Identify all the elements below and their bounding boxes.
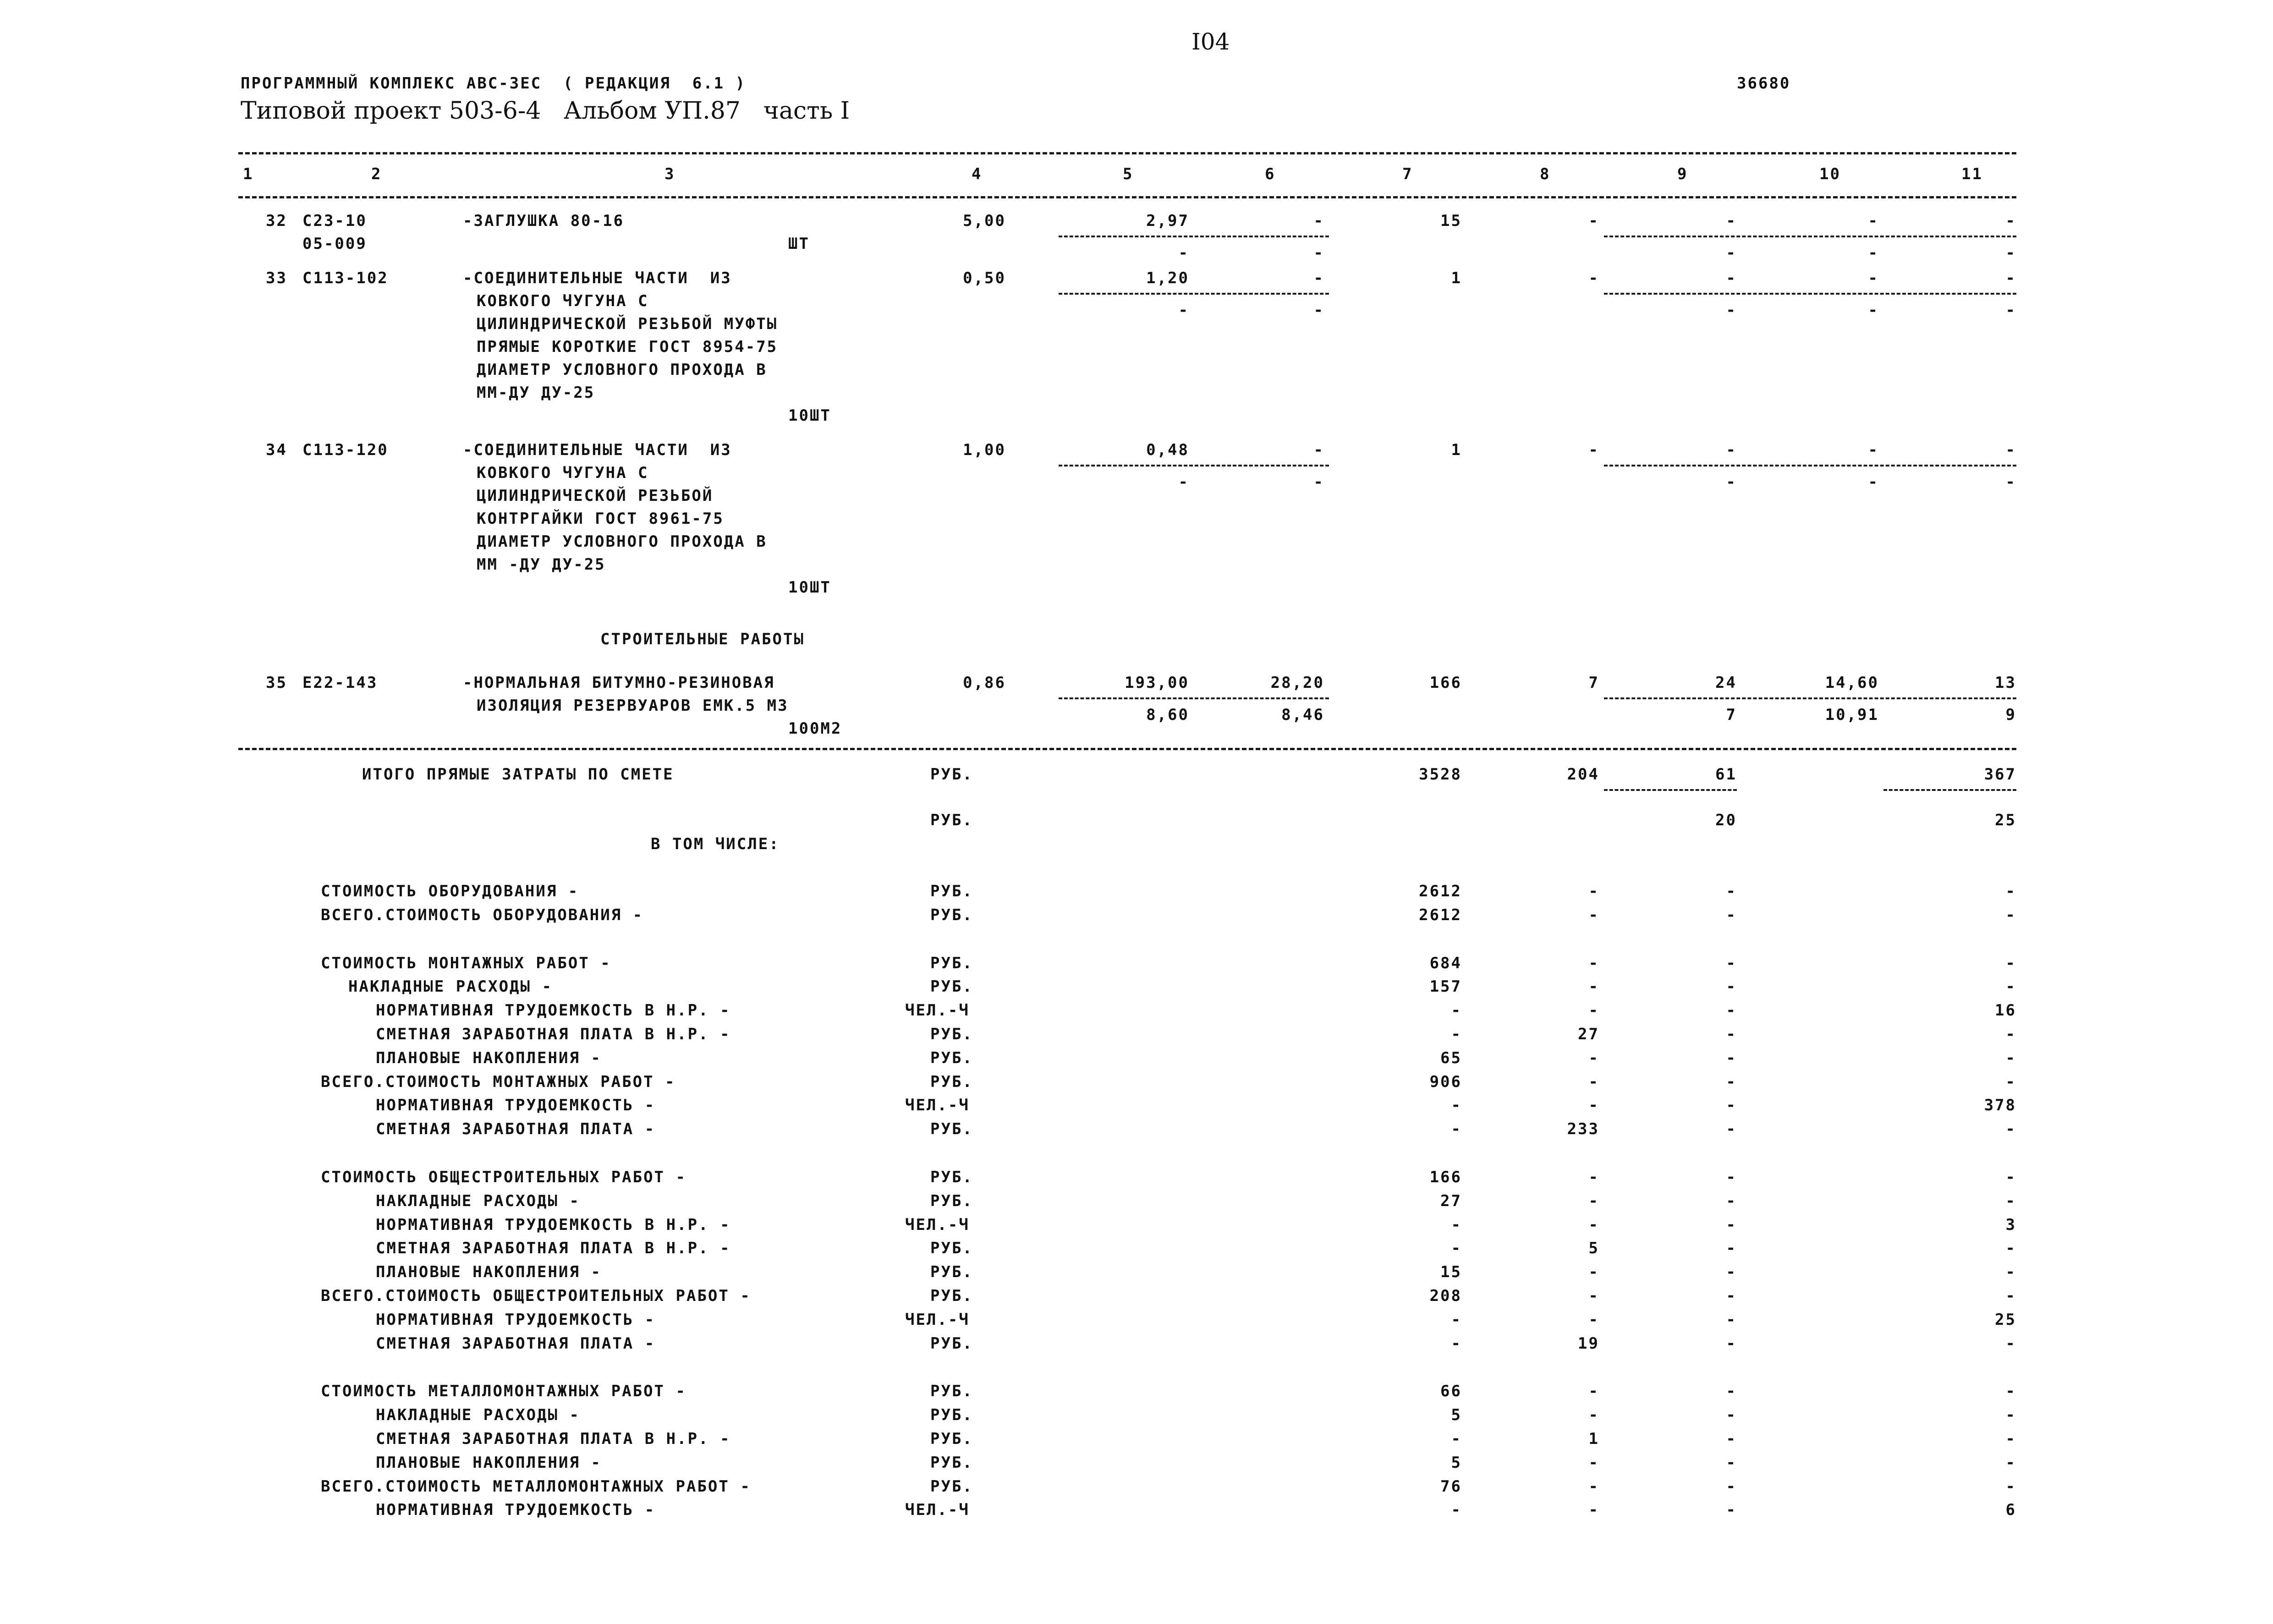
summary-value-c11: -	[2005, 1334, 2016, 1353]
item-subvalue-s9: 7	[1726, 706, 1737, 724]
summary-value-c8: -	[1588, 1191, 1599, 1210]
summary-unit: РУБ.	[930, 1453, 973, 1472]
summary-label: НАКЛАДНЫЕ РАСХОДЫ -	[376, 1191, 580, 1210]
item-description-line: КОВКОГО ЧУГУНА С	[477, 464, 649, 482]
document-code: 36680	[1737, 74, 1791, 93]
totals-subtotal-rule	[1883, 789, 2016, 791]
item-value-c6: -	[1313, 212, 1324, 230]
totals-rule	[238, 748, 2016, 750]
summary-unit: РУБ.	[930, 1430, 973, 1448]
item-description-line: -НОРМАЛЬНАЯ БИТУМНО-РЕЗИНОВАЯ	[463, 674, 775, 692]
item-subvalue-s6: -	[1313, 473, 1324, 491]
summary-unit: ЧЕЛ.-Ч	[905, 1096, 970, 1115]
summary-value-c7: 684	[1429, 954, 1462, 972]
item-number: 32	[266, 212, 287, 230]
project-title: Типовой проект 503-6-4 Альбом УП.87 часть I	[241, 97, 850, 125]
totals-subtotal-rule	[1604, 789, 1737, 791]
item-subvalue-s5: -	[1178, 473, 1189, 491]
column-header-6: 6	[1265, 165, 1276, 183]
item-subtotal-rule	[1059, 293, 1329, 295]
summary-value-c11: -	[2005, 1263, 2016, 1282]
summary-label: ВСЕГО.СТОИМОСТЬ МОНТАЖНЫХ РАБОТ -	[321, 1072, 676, 1091]
summary-value-c7: 15	[1440, 1263, 1462, 1282]
item-value-c8: -	[1588, 269, 1599, 287]
item-value-c7: 1	[1451, 441, 1462, 459]
summary-label: ВСЕГО.СТОИМОСТЬ МЕТАЛЛОМОНТАЖНЫХ РАБОТ -	[321, 1477, 751, 1496]
item-description-line: ММ-ДУ ДУ-25	[477, 384, 595, 402]
section-title: СТРОИТЕЛЬНЫЕ РАБОТЫ	[600, 630, 805, 648]
item-value-c8: -	[1588, 441, 1599, 459]
summary-value-c11: -	[2005, 1287, 2016, 1305]
header-rule-bottom	[238, 196, 2016, 198]
summary-value-c11: 378	[1984, 1096, 2016, 1115]
item-description-line: ДИАМЕТР УСЛОВНОГО ПРОХОДА В	[477, 532, 767, 551]
summary-value-c9: -	[1726, 1430, 1737, 1448]
summary-value-c8: 5	[1588, 1239, 1599, 1258]
item-subvalue-s11: -	[2005, 244, 2016, 262]
item-value-c11: -	[2005, 269, 2016, 287]
summary-value-c11: -	[2005, 1025, 2016, 1043]
summary-value-c9: -	[1726, 1239, 1737, 1258]
item-subvalue-s9: -	[1726, 301, 1737, 319]
summary-value-c9: -	[1726, 882, 1737, 900]
header-rule-top	[238, 152, 2016, 154]
item-value-c10: 14,60	[1825, 674, 1879, 692]
item-subvalue-s5: -	[1178, 301, 1189, 319]
item-subtotal-rule	[1059, 465, 1329, 466]
summary-label: ПЛАНОВЫЕ НАКОПЛЕНИЯ -	[376, 1048, 602, 1067]
item-description-line: КОНТРГАЙКИ ГОСТ 8961-75	[477, 510, 724, 528]
item-value-qty: 5,00	[963, 212, 1006, 230]
item-number: 35	[266, 674, 287, 692]
totals-unit: РУБ.	[930, 765, 973, 784]
column-header-8: 8	[1540, 165, 1551, 183]
item-description-line: ИЗОЛЯЦИЯ РЕЗЕРВУАРОВ ЕМК.5 М3	[477, 697, 789, 715]
summary-value-c8: -	[1588, 882, 1599, 900]
item-subvalue-s6: -	[1313, 301, 1324, 319]
summary-value-c8: -	[1588, 1310, 1599, 1329]
summary-value-c7: 65	[1440, 1048, 1462, 1067]
summary-unit: ЧЕЛ.-Ч	[905, 1501, 970, 1520]
summary-label: СМЕТНАЯ ЗАРАБОТНАЯ ПЛАТА -	[376, 1120, 656, 1139]
summary-label: ВСЕГО.СТОИМОСТЬ ОБОРУДОВАНИЯ -	[321, 905, 644, 924]
totals-subvalue-s9: 20	[1715, 811, 1737, 829]
item-value-c10: -	[1868, 269, 1879, 287]
summary-value-c8: -	[1588, 954, 1599, 972]
summary-value-c7: 66	[1440, 1382, 1462, 1401]
item-value-c10: -	[1868, 212, 1879, 230]
summary-value-c11: -	[2005, 905, 2016, 924]
summary-value-c11: -	[2005, 1120, 2016, 1139]
summary-label: НОРМАТИВНАЯ ТРУДОЕМКОСТЬ В Н.Р. -	[376, 1215, 731, 1234]
summary-value-c7: 27	[1440, 1191, 1462, 1210]
summary-label: СТОИМОСТЬ МЕТАЛЛОМОНТАЖНЫХ РАБОТ -	[321, 1382, 686, 1401]
summary-value-c7: -	[1451, 1501, 1462, 1520]
summary-value-c8: -	[1588, 1072, 1599, 1091]
summary-unit: РУБ.	[930, 1263, 973, 1282]
column-header-10: 10	[1819, 165, 1841, 183]
item-value-c11: 13	[1995, 674, 2016, 692]
column-header-7: 7	[1402, 165, 1413, 183]
column-header-11: 11	[1961, 165, 1983, 183]
summary-value-c8: -	[1588, 1287, 1599, 1305]
item-subvalue-s11: -	[2005, 301, 2016, 319]
item-value-qty: 1,00	[963, 441, 1006, 459]
summary-value-c11: -	[2005, 1382, 2016, 1401]
column-header-1: 1	[243, 165, 254, 183]
summary-value-c7: -	[1451, 1120, 1462, 1139]
summary-value-c11: -	[2005, 1406, 2016, 1425]
summary-value-c9: -	[1726, 1168, 1737, 1186]
summary-value-c9: -	[1726, 1263, 1737, 1282]
summary-value-c7: -	[1451, 1001, 1462, 1020]
item-value-c8: -	[1588, 212, 1599, 230]
summary-value-c11: -	[2005, 1453, 2016, 1472]
summary-label: НОРМАТИВНАЯ ТРУДОЕМКОСТЬ -	[376, 1310, 656, 1329]
summary-value-c11: -	[2005, 1477, 2016, 1496]
item-unit: 10ШТ	[788, 406, 831, 425]
item-value-c6: -	[1313, 441, 1324, 459]
column-header-2: 2	[371, 165, 382, 183]
summary-value-c11: -	[2005, 1168, 2016, 1186]
item-description-line: ММ -ДУ ДУ-25	[477, 555, 606, 574]
summary-value-c7: 5	[1451, 1453, 1462, 1472]
summary-value-c9: -	[1726, 905, 1737, 924]
summary-value-c8: -	[1588, 1263, 1599, 1282]
summary-value-c8: -	[1588, 977, 1599, 996]
summary-unit: РУБ.	[930, 905, 973, 924]
totals-value-c11: 367	[1984, 765, 2016, 784]
summary-value-c11: 6	[2005, 1501, 2016, 1520]
summary-unit: РУБ.	[930, 1168, 973, 1186]
item-value-c9: -	[1726, 269, 1737, 287]
summary-value-c7: -	[1451, 1430, 1462, 1448]
summary-unit: РУБ.	[930, 1072, 973, 1091]
summary-value-c7: 2612	[1419, 905, 1462, 924]
column-header-9: 9	[1677, 165, 1688, 183]
summary-value-c9: -	[1726, 977, 1737, 996]
item-code-secondary: 05-009	[302, 235, 367, 253]
summary-value-c9: -	[1726, 1215, 1737, 1234]
summary-label: ПЛАНОВЫЕ НАКОПЛЕНИЯ -	[376, 1453, 602, 1472]
summary-value-c7: 5	[1451, 1406, 1462, 1425]
summary-value-c9: -	[1726, 1191, 1737, 1210]
item-subvalue-s11: 9	[2005, 706, 2016, 724]
summary-label: СМЕТНАЯ ЗАРАБОТНАЯ ПЛАТА -	[376, 1334, 656, 1353]
column-header-4: 4	[972, 165, 983, 183]
summary-value-c11: -	[2005, 882, 2016, 900]
summary-unit: РУБ.	[930, 1406, 973, 1425]
item-value-c6: -	[1313, 269, 1324, 287]
item-code: Е22-143	[302, 674, 378, 692]
summary-unit: РУБ.	[930, 1239, 973, 1258]
summary-value-c7: 76	[1440, 1477, 1462, 1496]
summary-value-c9: -	[1726, 1501, 1737, 1520]
summary-value-c9: -	[1726, 1453, 1737, 1472]
summary-value-c9: -	[1726, 1120, 1737, 1139]
summary-label: СМЕТНАЯ ЗАРАБОТНАЯ ПЛАТА В Н.Р. -	[376, 1239, 731, 1258]
totals-label: ИТОГО ПРЯМЫЕ ЗАТРАТЫ ПО СМЕТЕ	[362, 765, 674, 784]
summary-value-c11: -	[2005, 1048, 2016, 1067]
summary-value-c8: -	[1588, 1382, 1599, 1401]
summary-value-c8: 27	[1578, 1025, 1599, 1043]
item-value-c5: 2,97	[1146, 212, 1189, 230]
item-description-line: ЦИЛИНДРИЧЕСКОЙ РЕЗЬБОЙ	[477, 487, 714, 505]
summary-unit: РУБ.	[930, 1334, 973, 1353]
summary-value-c7: 2612	[1419, 882, 1462, 900]
summary-value-c11: -	[2005, 1239, 2016, 1258]
summary-unit: РУБ.	[930, 977, 973, 996]
item-subvalue-s10: -	[1868, 473, 1879, 491]
item-value-c7: 1	[1451, 269, 1462, 287]
summary-unit: РУБ.	[930, 882, 973, 900]
summary-value-c8: 19	[1578, 1334, 1599, 1353]
summary-value-c11: 16	[1995, 1001, 2016, 1020]
summary-value-c9: -	[1726, 1406, 1737, 1425]
summary-unit: РУБ.	[930, 954, 973, 972]
totals-value-c8: 204	[1567, 765, 1599, 784]
item-subtotal-rule	[1059, 697, 1329, 699]
item-description-line: -СОЕДИНИТЕЛЬНЫЕ ЧАСТИ ИЗ	[463, 441, 732, 459]
totals-value-c9: 61	[1715, 765, 1737, 784]
item-value-qty: 0,50	[963, 269, 1006, 287]
summary-value-c7: 906	[1429, 1072, 1462, 1091]
item-subvalue-s6: 8,46	[1281, 706, 1324, 724]
item-subtotal-rule	[1604, 697, 2016, 699]
totals-sublabel: В ТОМ ЧИСЛЕ:	[651, 835, 780, 853]
summary-value-c7: -	[1451, 1215, 1462, 1234]
column-header-5: 5	[1123, 165, 1134, 183]
item-subvalue-s10: -	[1868, 244, 1879, 262]
item-description-line: ПРЯМЫЕ КОРОТКИЕ ГОСТ 8954-75	[477, 338, 778, 356]
summary-label: НОРМАТИВНАЯ ТРУДОЕМКОСТЬ -	[376, 1096, 656, 1115]
totals-subvalue-s11: 25	[1995, 811, 2016, 829]
summary-value-c8: -	[1588, 1406, 1599, 1425]
summary-value-c9: -	[1726, 1072, 1737, 1091]
item-value-qty: 0,86	[963, 674, 1006, 692]
item-value-c5: 1,20	[1146, 269, 1189, 287]
summary-value-c9: -	[1726, 1001, 1737, 1020]
summary-value-c11: -	[2005, 977, 2016, 996]
summary-unit: РУБ.	[930, 1191, 973, 1210]
summary-value-c8: -	[1588, 1048, 1599, 1067]
summary-unit: РУБ.	[930, 1025, 973, 1043]
program-header: ПРОГРАММНЫЙ КОМПЛЕКС АВС-3ЕС ( РЕДАКЦИЯ 6.1 )	[241, 74, 747, 93]
item-subvalue-s10: 10,91	[1825, 706, 1879, 724]
item-unit: ШТ	[788, 235, 810, 253]
item-description-line: КОВКОГО ЧУГУНА С	[477, 292, 649, 310]
summary-label: СМЕТНАЯ ЗАРАБОТНАЯ ПЛАТА В Н.Р. -	[376, 1430, 731, 1448]
summary-value-c11: -	[2005, 1430, 2016, 1448]
summary-value-c11: -	[2005, 954, 2016, 972]
item-value-c5: 193,00	[1125, 674, 1189, 692]
item-unit: 100М2	[788, 719, 842, 738]
item-unit: 10ШТ	[788, 578, 831, 597]
item-code: С113-120	[302, 441, 389, 459]
summary-value-c7: 157	[1429, 977, 1462, 996]
item-subvalue-s6: -	[1313, 244, 1324, 262]
summary-value-c11: 25	[1995, 1310, 2016, 1329]
summary-value-c9: -	[1726, 1025, 1737, 1043]
summary-label: СТОИМОСТЬ ОБОРУДОВАНИЯ -	[321, 882, 579, 900]
totals-value-c7: 3528	[1419, 765, 1462, 784]
item-subtotal-rule	[1059, 236, 1329, 237]
summary-value-c7: 208	[1429, 1287, 1462, 1305]
summary-unit: ЧЕЛ.-Ч	[905, 1215, 970, 1234]
item-subvalue-s9: -	[1726, 473, 1737, 491]
item-value-c9: -	[1726, 441, 1737, 459]
item-value-c9: 24	[1715, 674, 1737, 692]
summary-value-c7: -	[1451, 1239, 1462, 1258]
item-value-c7: 15	[1440, 212, 1462, 230]
summary-value-c8: 1	[1588, 1430, 1599, 1448]
summary-unit: РУБ.	[930, 1477, 973, 1496]
summary-unit: ЧЕЛ.-Ч	[905, 1001, 970, 1020]
item-value-c5: 0,48	[1146, 441, 1189, 459]
summary-value-c8: -	[1588, 905, 1599, 924]
item-subtotal-rule	[1604, 293, 2016, 295]
summary-value-c9: -	[1726, 954, 1737, 972]
summary-value-c9: -	[1726, 1287, 1737, 1305]
page-number: I04	[1191, 28, 1230, 55]
summary-value-c7: -	[1451, 1334, 1462, 1353]
item-value-c11: -	[2005, 212, 2016, 230]
summary-label: НАКЛАДНЫЕ РАСХОДЫ -	[376, 1406, 580, 1425]
summary-label: СТОИМОСТЬ ОБЩЕСТРОИТЕЛЬНЫХ РАБОТ -	[321, 1168, 686, 1186]
item-value-c10: -	[1868, 441, 1879, 459]
summary-value-c7: -	[1451, 1310, 1462, 1329]
summary-unit: РУБ.	[930, 1048, 973, 1067]
summary-value-c8: -	[1588, 1477, 1599, 1496]
summary-value-c9: -	[1726, 1310, 1737, 1329]
summary-value-c11: 3	[2005, 1215, 2016, 1234]
summary-value-c8: -	[1588, 1096, 1599, 1115]
summary-label: НАКЛАДНЫЕ РАСХОДЫ -	[348, 977, 553, 996]
summary-unit: РУБ.	[930, 1287, 973, 1305]
column-header-3: 3	[664, 165, 675, 183]
summary-value-c8: -	[1588, 1215, 1599, 1234]
summary-unit: ЧЕЛ.-Ч	[905, 1310, 970, 1329]
summary-value-c9: -	[1726, 1382, 1737, 1401]
summary-value-c7: 166	[1429, 1168, 1462, 1186]
summary-value-c11: -	[2005, 1072, 2016, 1091]
summary-label: СТОИМОСТЬ МОНТАЖНЫХ РАБОТ -	[321, 954, 611, 972]
item-subtotal-rule	[1604, 465, 2016, 466]
summary-value-c8: -	[1588, 1168, 1599, 1186]
item-value-c6: 28,20	[1270, 674, 1324, 692]
item-number: 34	[266, 441, 287, 459]
summary-value-c9: -	[1726, 1334, 1737, 1353]
summary-value-c8: -	[1588, 1453, 1599, 1472]
item-subvalue-s5: 8,60	[1146, 706, 1189, 724]
summary-value-c9: -	[1726, 1477, 1737, 1496]
item-subvalue-s5: -	[1178, 244, 1189, 262]
item-code: С113-102	[302, 269, 389, 287]
summary-value-c11: -	[2005, 1191, 2016, 1210]
item-value-c8: 7	[1588, 674, 1599, 692]
summary-value-c9: -	[1726, 1048, 1737, 1067]
item-description-line: ЦИЛИНДРИЧЕСКОЙ РЕЗЬБОЙ МУФТЫ	[477, 315, 778, 333]
item-subvalue-s11: -	[2005, 473, 2016, 491]
item-description-line: -СОЕДИНИТЕЛЬНЫЕ ЧАСТИ ИЗ	[463, 269, 732, 287]
summary-value-c7: -	[1451, 1096, 1462, 1115]
item-value-c7: 166	[1429, 674, 1462, 692]
item-value-c11: -	[2005, 441, 2016, 459]
summary-unit: РУБ.	[930, 1382, 973, 1401]
summary-label: ВСЕГО.СТОИМОСТЬ ОБЩЕСТРОИТЕЛЬНЫХ РАБОТ -	[321, 1287, 751, 1305]
item-description-line: ДИАМЕТР УСЛОВНОГО ПРОХОДА В	[477, 361, 767, 379]
summary-value-c7: -	[1451, 1025, 1462, 1043]
item-value-c9: -	[1726, 212, 1737, 230]
summary-value-c8: -	[1588, 1501, 1599, 1520]
item-subtotal-rule	[1604, 236, 2016, 237]
summary-value-c9: -	[1726, 1096, 1737, 1115]
item-number: 33	[266, 269, 287, 287]
item-description-line: -ЗАГЛУШКА 80-16	[463, 212, 625, 230]
totals-unit-secondary: РУБ.	[930, 811, 973, 829]
summary-label: ПЛАНОВЫЕ НАКОПЛЕНИЯ -	[376, 1263, 602, 1282]
item-subvalue-s10: -	[1868, 301, 1879, 319]
summary-value-c8: 233	[1567, 1120, 1599, 1139]
item-code: С23-10	[302, 212, 367, 230]
item-subvalue-s9: -	[1726, 244, 1737, 262]
summary-value-c8: -	[1588, 1001, 1599, 1020]
summary-label: НОРМАТИВНАЯ ТРУДОЕМКОСТЬ -	[376, 1501, 656, 1520]
summary-label: НОРМАТИВНАЯ ТРУДОЕМКОСТЬ В Н.Р. -	[376, 1001, 731, 1020]
summary-unit: РУБ.	[930, 1120, 973, 1139]
summary-label: СМЕТНАЯ ЗАРАБОТНАЯ ПЛАТА В Н.Р. -	[376, 1025, 731, 1043]
